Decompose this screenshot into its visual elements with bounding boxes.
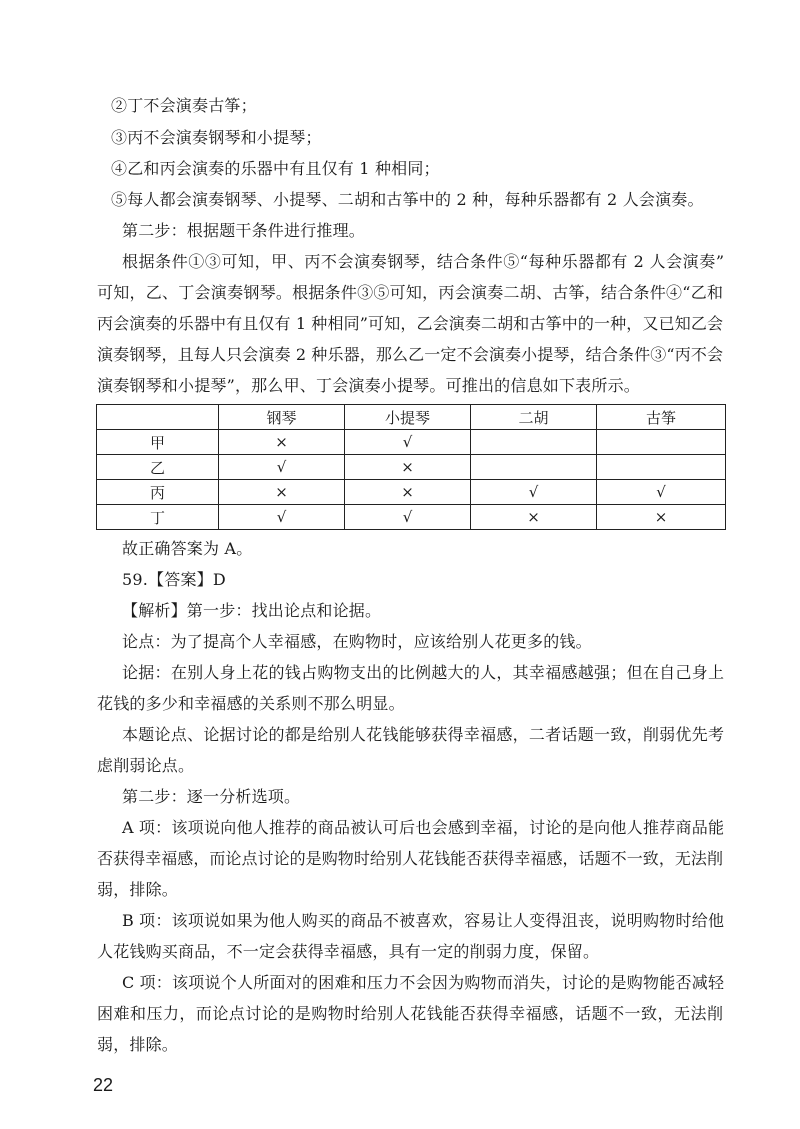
table-row — [97, 480, 726, 505]
option-c-line-3: 弱，排除。 — [97, 1035, 179, 1054]
table-cell: × — [597, 505, 726, 530]
table-cell: √ — [219, 505, 345, 530]
page-number: 22 — [93, 1075, 114, 1095]
table-row — [97, 455, 726, 480]
table-cell: × — [471, 505, 597, 530]
table-row — [97, 505, 726, 530]
table-cell: 丙 — [97, 480, 219, 505]
table-cell: × — [219, 480, 345, 505]
table-cell — [471, 430, 597, 455]
table-header-cell: 小提琴 — [345, 405, 471, 430]
table-cell: × — [345, 455, 471, 480]
table-cell — [597, 455, 726, 480]
table-cell: × — [345, 480, 471, 505]
reasoning-line-5: 演奏钢琴和小提琴”，那么甲、丁会演奏小提琴。可推出的信息如下表所示。 — [97, 376, 640, 395]
table-cell: √ — [471, 480, 597, 505]
table-header-row — [97, 405, 726, 430]
table-row — [97, 430, 726, 455]
option-c-line-1: C 项：该项说个人所面对的困难和压力不会因为购物而消失，讨论的是购物能否减轻 — [122, 973, 724, 992]
evidence-line-2: 花钱的多少和幸福感的关系则不那么明显。 — [97, 694, 405, 713]
table-cell: 丁 — [97, 505, 219, 530]
reasoning-line-1: 根据条件①③可知，甲、丙不会演奏钢琴，结合条件⑤“每种乐器都有 2 人会演奏” — [122, 252, 724, 271]
table-header-cell: 钢琴 — [219, 405, 345, 430]
option-c-line-2: 困难和压力，而论点讨论的是购物时给别人花钱能否获得幸福感，话题不一致，无法削 — [97, 1004, 723, 1023]
reasoning-line-4: 演奏钢琴，且每人只会演奏 2 种乐器，那么乙一定不会演奏小提琴，结合条件③“丙不会 — [97, 345, 723, 364]
answer-58: 故正确答案为 A。 — [122, 539, 253, 558]
table-header-cell: 古筝 — [597, 405, 726, 430]
table-cell: 甲 — [97, 430, 219, 455]
table-cell: √ — [219, 455, 345, 480]
instrument-table — [96, 404, 726, 530]
table-cell: √ — [345, 430, 471, 455]
topic-line-2: 虑削弱论点。 — [97, 756, 195, 775]
condition-2: ②丁不会演奏古筝； — [111, 96, 257, 115]
evidence-line-1: 论据：在别人身上花的钱占购物支出的比例越大的人，其幸福感越强；但在自己身上 — [122, 663, 724, 682]
step2-title: 第二步：根据题干条件进行推理。 — [122, 221, 366, 240]
option-b-line-2: 人花钱购买商品，不一定会获得幸福感，具有一定的削弱力度，保留。 — [97, 942, 600, 961]
table-cell: 乙 — [97, 455, 219, 480]
option-b-line-1: B 项：该项说如果为他人购买的商品不被喜欢，容易让人变得沮丧，说明购物时给他 — [122, 911, 724, 930]
table-cell — [597, 430, 726, 455]
table-cell — [471, 455, 597, 480]
option-a-line-1: A 项：该项说向他人推荐的商品被认可后也会感到幸福，讨论的是向他人推荐商品能 — [122, 818, 724, 837]
reasoning-line-2: 可知，乙、丁会演奏钢琴。根据条件③⑤可知，丙会演奏二胡、古筝，结合条件④“乙和 — [97, 283, 723, 302]
q59-step1: 【解析】第一步：找出论点和论据。 — [122, 601, 382, 620]
table-cell: √ — [345, 505, 471, 530]
option-a-line-3: 弱，排除。 — [97, 880, 179, 899]
argument: 论点：为了提高个人幸福感，在购物时，应该给别人花更多的钱。 — [122, 632, 592, 651]
table-cell: √ — [597, 480, 726, 505]
condition-3: ③丙不会演奏钢琴和小提琴； — [111, 128, 322, 147]
option-a-line-2: 否获得幸福感，而论点讨论的是购物时给别人花钱能否获得幸福感，话题不一致，无法削 — [97, 849, 723, 868]
step2b-title: 第二步：逐一分析选项。 — [122, 787, 301, 806]
reasoning-line-3: 丙会演奏的乐器中有且仅有 1 种相同”可知，乙会演奏二胡和古筝中的一种，又已知乙会 — [97, 314, 723, 333]
q59-answer: 59.【答案】D — [122, 570, 226, 589]
condition-4: ④乙和丙会演奏的乐器中有且仅有 1 种相同； — [111, 159, 440, 178]
table-header-cell: 二胡 — [471, 405, 597, 430]
table-header-cell — [97, 405, 219, 430]
condition-5: ⑤每人都会演奏钢琴、小提琴、二胡和古筝中的 2 种，每种乐器都有 2 人会演奏。 — [111, 190, 704, 209]
table-cell: × — [219, 430, 345, 455]
topic-line-1: 本题论点、论据讨论的都是给别人花钱能够获得幸福感，二者话题一致，削弱优先考 — [122, 725, 724, 744]
